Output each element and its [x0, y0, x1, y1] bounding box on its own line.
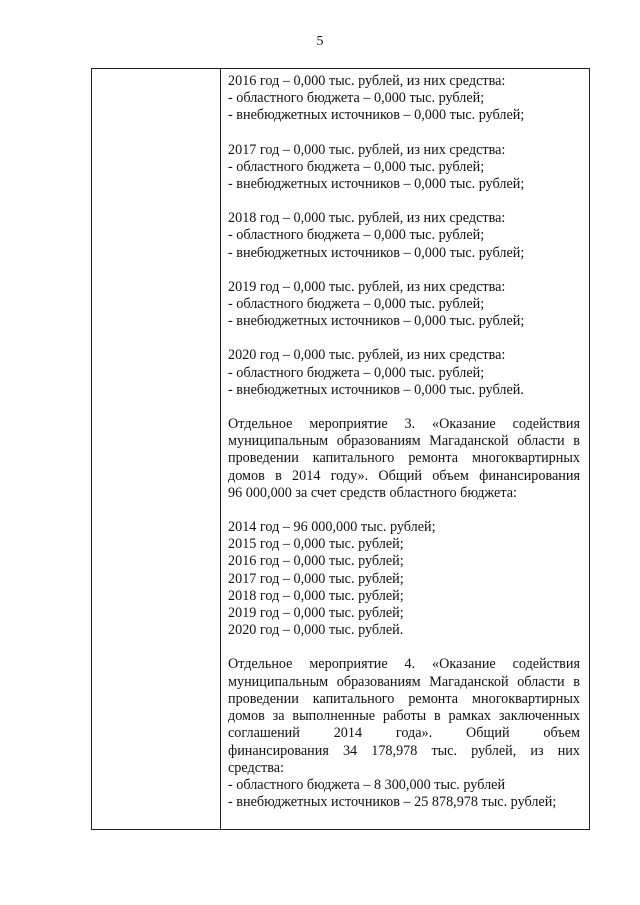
year-2016-block	[228, 73, 580, 125]
paragraph-line: средства:	[228, 759, 284, 776]
year-2019-block	[228, 279, 580, 331]
year-amount-line: 2015 год – 0,000 тыс. рублей;	[228, 536, 404, 553]
year-heading: 2020 год – 0,000 тыс. рублей, из них средства:	[228, 347, 506, 364]
regional-budget-line: - областного бюджета – 0,000 тыс. рублей;	[228, 158, 485, 175]
paragraph-line: Отдельное мероприятие 4. «Оказание содействия	[228, 656, 580, 673]
year-heading: 2016 год – 0,000 тыс. рублей, из них средства:	[228, 73, 506, 89]
page-number: 5	[316, 34, 324, 49]
measure-3-description	[228, 416, 580, 502]
extrabudgetary-line: - внебюджетных источников – 0,000 тыс. рублей;	[228, 244, 525, 261]
regional-budget-line: - областного бюджета – 0,000 тыс. рублей;	[228, 296, 485, 313]
paragraph-line: муниципальным образованиям Магаданской области в	[228, 673, 580, 690]
regional-budget-line: - областного бюджета – 8 300,000 тыс. рублей	[228, 776, 506, 793]
year-2017-block	[228, 142, 580, 194]
column-divider	[220, 69, 221, 829]
measure-3-years	[228, 519, 580, 639]
extrabudgetary-line: - внебюджетных источников – 0,000 тыс. рублей;	[228, 313, 525, 330]
paragraph-line: соглашений 2014 года». Общий объем	[228, 725, 580, 742]
year-amount-line: 2014 год – 96 000,000 тыс. рублей;	[228, 519, 436, 536]
regional-budget-line: - областного бюджета – 0,000 тыс. рублей;	[228, 227, 485, 244]
paragraph-line: 96 000,000 за счет средств областного бюджета:	[228, 484, 517, 501]
year-amount-line: 2017 год – 0,000 тыс. рублей;	[228, 570, 404, 587]
year-heading: 2019 год – 0,000 тыс. рублей, из них средства:	[228, 278, 506, 295]
year-heading: 2018 год – 0,000 тыс. рублей, из них средства:	[228, 210, 506, 227]
year-amount-line: 2019 год – 0,000 тыс. рублей;	[228, 605, 404, 622]
extrabudgetary-line: - внебюджетных источников – 25 878,978 тыс. рублей;	[228, 794, 557, 811]
measure-4-description	[228, 656, 580, 811]
year-amount-line: 2016 год – 0,000 тыс. рублей;	[228, 553, 404, 570]
paragraph-line: проведении капитального ремонта многоквартирных	[228, 450, 580, 467]
regional-budget-line: - областного бюджета – 0,000 тыс. рублей;	[228, 364, 485, 381]
year-amount-line: 2020 год – 0,000 тыс. рублей.	[228, 622, 404, 639]
paragraph-line: проведении капитального ремонта многоквартирных	[228, 690, 580, 707]
extrabudgetary-line: - внебюджетных источников – 0,000 тыс. рублей.	[228, 381, 524, 398]
extrabudgetary-line: - внебюджетных источников – 0,000 тыс. рублей;	[228, 107, 525, 124]
paragraph-line: муниципальным образованиям Магаданской области в	[228, 433, 580, 450]
year-amount-line: 2018 год – 0,000 тыс. рублей;	[228, 587, 404, 604]
year-2018-block	[228, 210, 580, 262]
paragraph-line: Отдельное мероприятие 3. «Оказание содействия	[228, 416, 580, 433]
paragraph-line: домов за выполненные работы в рамках заключенных	[228, 708, 580, 725]
funding-text-cell	[228, 73, 580, 811]
paragraph-line: финансирования 34 178,978 тыс. рублей, из них	[228, 742, 580, 759]
program-table	[91, 68, 590, 830]
year-2020-block	[228, 347, 580, 399]
year-heading: 2017 год – 0,000 тыс. рублей, из них средства:	[228, 141, 506, 158]
extrabudgetary-line: - внебюджетных источников – 0,000 тыс. рублей;	[228, 176, 525, 193]
paragraph-line: домов в 2014 году». Общий объем финансирования	[228, 467, 580, 484]
regional-budget-line: - областного бюджета – 0,000 тыс. рублей;	[228, 90, 485, 107]
